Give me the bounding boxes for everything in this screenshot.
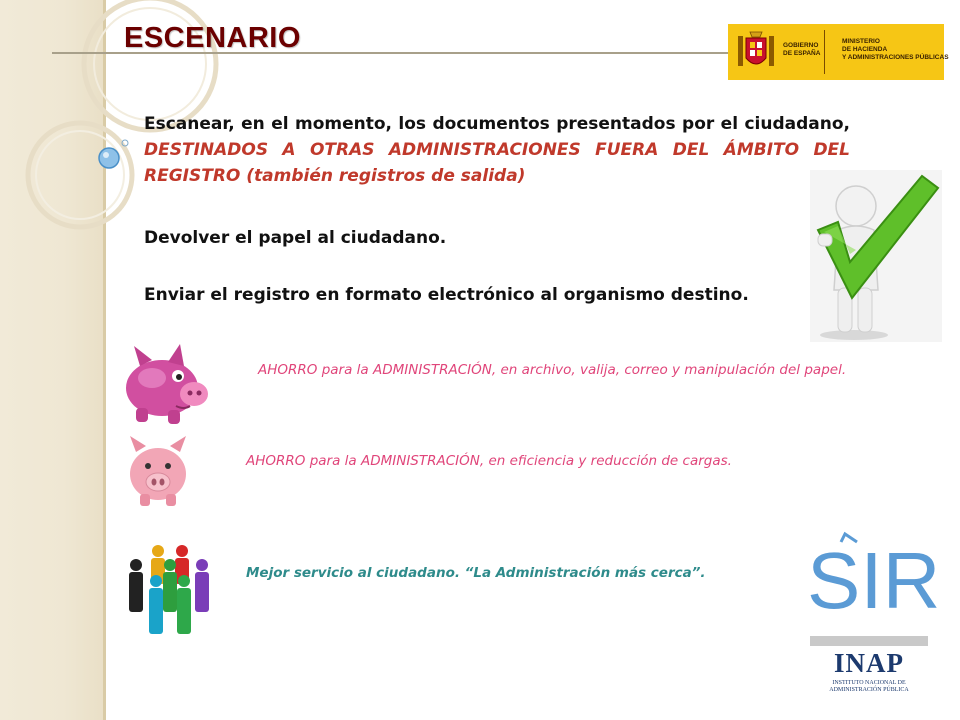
benefit-citizen-service: Mejor servicio al ciudadano. “La Administración más cerca”. xyxy=(246,565,706,581)
benefit-archive-savings: AHORRO para la ADMINISTRACIÓN, en archivo, valija, correo y manipulación del papel. xyxy=(258,362,847,378)
coat-of-arms-icon xyxy=(736,30,776,74)
logo-divider xyxy=(824,30,825,74)
inap-subtitle: INSTITUTO NACIONAL DE ADMINISTRACIÓN PÚBLICA xyxy=(829,680,909,693)
gobierno-text: GOBIERNO DE ESPAÑA xyxy=(783,42,821,57)
people-group-icon xyxy=(122,543,218,639)
piggy-bank-icon xyxy=(120,336,214,426)
inap-wordmark: INAP xyxy=(834,648,904,678)
ministerio-text: MINISTERIO DE HACIENDA Y ADMINISTRACIONES PÚBLICAS xyxy=(842,38,949,61)
sir-logo-text: SIR xyxy=(807,536,941,625)
inap-logo xyxy=(810,636,928,698)
scan-instruction xyxy=(144,111,850,189)
sir-logo xyxy=(805,536,941,625)
piggy-bank-icon-small xyxy=(122,432,194,508)
page-title: ESCENARIO xyxy=(124,22,301,54)
gobierno-espana-logo xyxy=(728,24,949,80)
main-paragraph xyxy=(144,111,850,189)
send-electronic-instruction: Enviar el registro en formato electrónico al organismo destino. xyxy=(144,285,749,305)
scan-highlight: DESTINADOS A OTRAS ADMINISTRACIONES FUERA DEL ÁMBITO DEL REGISTRO (también registros de salida) xyxy=(144,140,850,186)
scan-instruction-text: Escanear, en el momento, los documentos presentados por el ciudadano, xyxy=(144,114,850,134)
benefit-efficiency-savings: AHORRO para la ADMINISTRACIÓN, en eficiencia y reducción de cargas. xyxy=(246,453,732,469)
checkmark-figure-icon xyxy=(810,170,942,342)
return-paper-instruction: Devolver el papel al ciudadano. xyxy=(144,228,447,248)
inap-top-bar xyxy=(810,636,928,646)
